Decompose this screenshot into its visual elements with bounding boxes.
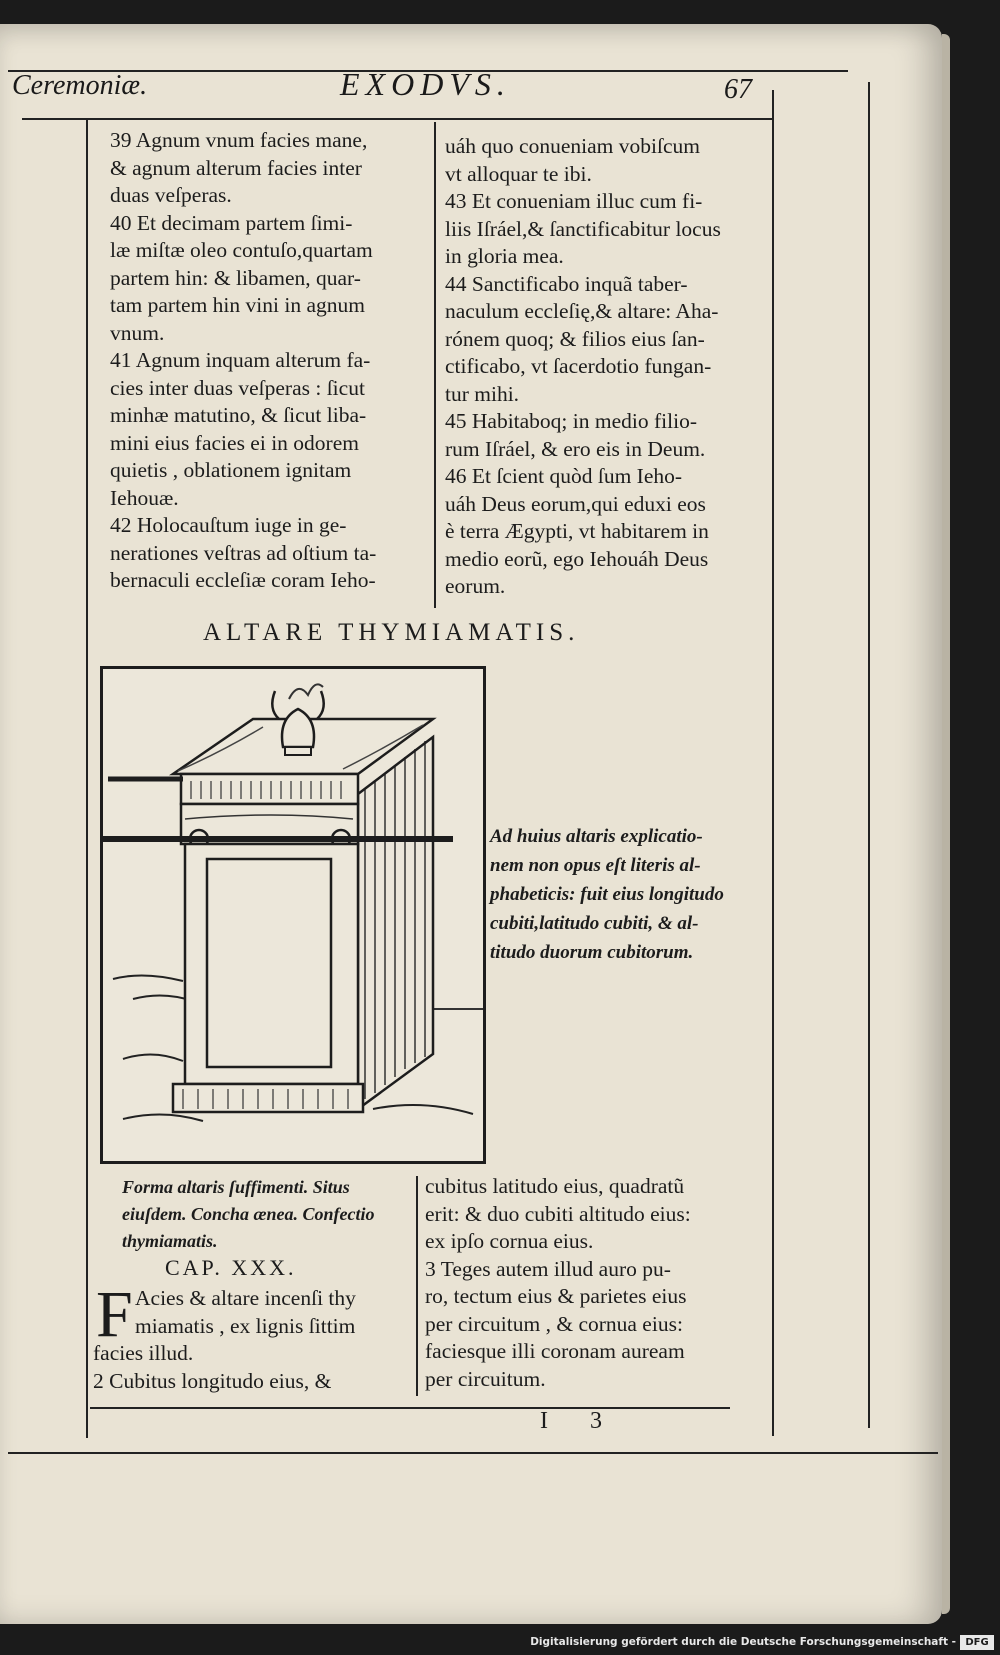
chapter-summary (122, 1174, 412, 1255)
text-line: liis Iſráel,& ſanctificabitur locus (445, 216, 721, 241)
text-line: tam partem hin vini in agnum (110, 293, 365, 317)
text-line: cies inter duas veſperas : ſicut (110, 375, 365, 400)
left-column-bottom (93, 1278, 411, 1395)
text-line: per circuitum , & cornua eius: (425, 1311, 683, 1336)
text-line: 2 Cubitus longitudo eius, & (93, 1368, 332, 1393)
signature-mark: I 3 (540, 1408, 620, 1434)
summary-line: Forma altaris ſuffimenti. Situs (122, 1177, 350, 1197)
funding-notice: Digitalisierung gefördert durch die Deutsche Forschungsgemeinschaft - (530, 1636, 956, 1648)
summary-line: eiuſdem. Concha ænea. Confectio (122, 1204, 375, 1224)
drop-capital: F (96, 1278, 133, 1351)
text-line: 41 Agnum inquam alterum fa- (110, 348, 371, 372)
text-line: medio eorũ, ego Iehouáh Deus (445, 546, 709, 571)
text-line: eorum. (445, 574, 506, 598)
text-line: bernaculi eccleſiæ coram Ieho- (110, 568, 376, 592)
text-line: minhæ matutino, & ſicut liba- (110, 403, 367, 427)
header-underline (22, 118, 772, 120)
text-line: vt alloquar te ibi. (445, 161, 592, 186)
text-line: è terra Ægypti, vt habitarem in (445, 519, 709, 543)
column-divider-top (434, 122, 436, 608)
bottom-rule (90, 1407, 730, 1409)
text-line: ex ipſo cornua eius. (425, 1229, 594, 1253)
text-line: per circuitum. (425, 1366, 546, 1391)
text-line: in gloria mea. (445, 244, 564, 268)
page-number: 67 (724, 74, 752, 105)
page-edge (942, 34, 950, 1614)
text-line: cubitus latitudo eius, quadratũ (425, 1174, 685, 1198)
chapter-label: CAP. XXX. (165, 1255, 297, 1280)
section-title: ALTARE THYMIAMATIS. (203, 619, 580, 646)
text-line: naculum eccleſię,& altare: Aha- (445, 299, 719, 323)
right-column-top (445, 133, 757, 601)
text-line: uáh quo conueniam vobiſcum (445, 134, 700, 158)
outer-right-rule (868, 82, 870, 1428)
running-head-title: EXODVS. (340, 66, 511, 102)
text-line: 46 Et ſcient quòd ſum Ieho- (445, 464, 683, 488)
text-line: 43 Et conueniam illuc cum fi- (445, 189, 703, 213)
left-border-rule (86, 120, 88, 1438)
text-line: 3 Teges autem illud auro pu- (425, 1256, 671, 1281)
text-line: 44 Sanctificabo inquã taber- (445, 271, 688, 296)
caption-line: nem non opus eſt literis al- (490, 855, 701, 876)
altar-woodcut-illustration (100, 666, 486, 1164)
text-line: & agnum alterum facies inter (110, 155, 362, 180)
left-column-top (110, 127, 428, 595)
altar-drawing (103, 669, 483, 1161)
text-line: partem hin: & libamen, quar- (110, 265, 361, 290)
text-line: faciesque illi coronam auream (425, 1339, 685, 1363)
text-line: quietis , oblationem ignitam (110, 458, 352, 482)
text-line: mini eius facies ei in odorem (110, 430, 359, 455)
right-border-rule (772, 90, 774, 1436)
caption-line: phabeticis: fuit eius longitudo (490, 884, 724, 905)
text-line: ro, tectum eius & parietes eius (425, 1284, 687, 1308)
text-line: læ miſtæ oleo contuſo,quartam (110, 238, 373, 262)
text-line: facies illud. (93, 1341, 194, 1365)
text-line: tur mihi. (445, 381, 520, 406)
text-line: vnum. (110, 320, 165, 345)
lower-rule (8, 1452, 938, 1454)
dfg-logo-icon: DFG (960, 1635, 994, 1650)
column-divider-bottom (416, 1176, 418, 1396)
text-line: rónem quoq; & filios eius ſan- (445, 326, 705, 351)
running-head-left: Ceremoniæ. (12, 70, 148, 101)
text-line: Acies & altare incenſi thy (135, 1286, 356, 1310)
caption-line: cubiti,latitudo cubiti, & al- (490, 913, 699, 934)
right-column-bottom (425, 1173, 740, 1393)
text-line: uáh Deus eorum,qui eduxi eos (445, 491, 706, 516)
text-line: ctificabo, vt ſacerdotio fungan- (445, 354, 712, 378)
summary-line: thymiamatis. (122, 1231, 218, 1251)
text-line: rum Iſráel, & ero eis in Deum. (445, 436, 706, 461)
caption-line: titudo duorum cubitorum. (490, 942, 694, 963)
text-line: duas veſperas. (110, 183, 232, 207)
text-line: nerationes veſtras ad oſtium ta- (110, 540, 377, 565)
text-line: 39 Agnum vnum facies mane, (110, 128, 368, 152)
text-line: Iehouæ. (110, 485, 179, 510)
text-line: miamatis , ex lignis ſittim (135, 1313, 356, 1338)
text-line: 45 Habitaboq; in medio filio- (445, 409, 697, 433)
text-line: 42 Holocauſtum iuge in ge- (110, 513, 347, 537)
caption-line: Ad huius altaris explicatio- (490, 826, 703, 847)
figure-caption (490, 822, 752, 967)
text-line: 40 Et decimam partem ſimi- (110, 210, 353, 235)
text-line: erit: & duo cubiti altitudo eius: (425, 1201, 691, 1226)
